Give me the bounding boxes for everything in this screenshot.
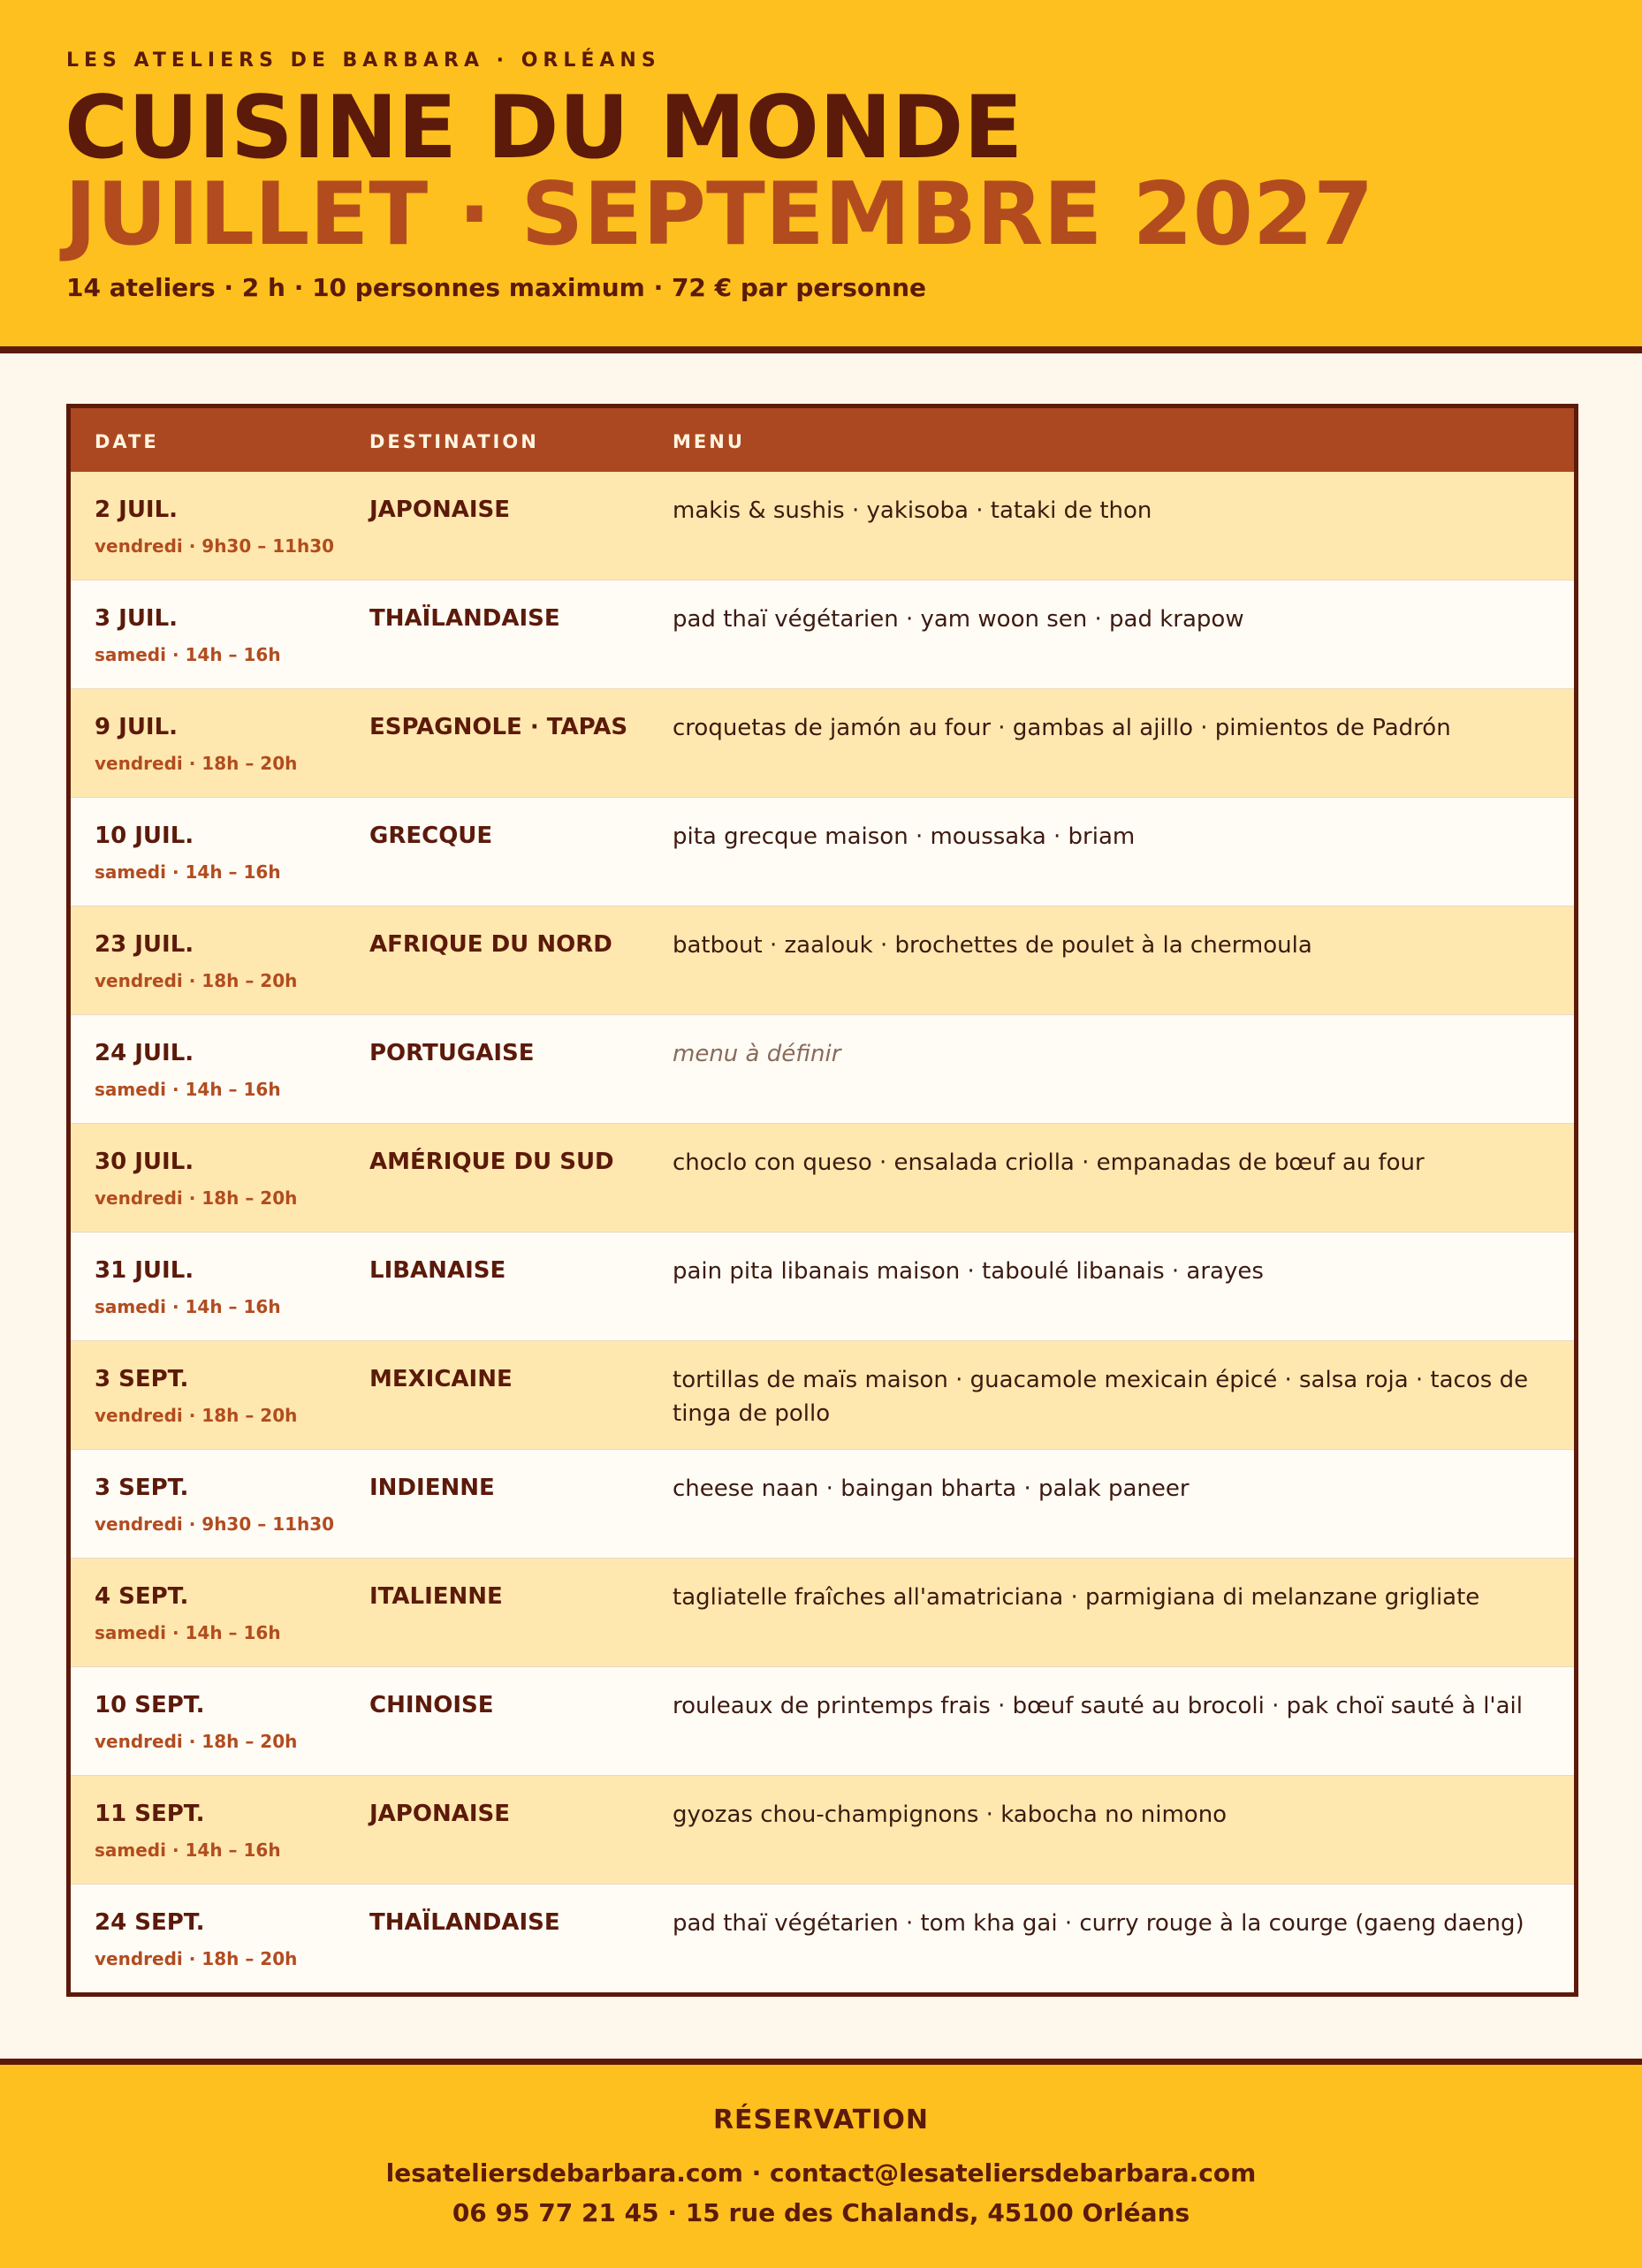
- row-day-time: vendredi · 18h – 20h: [95, 753, 298, 774]
- row-menu: rouleaux de printemps frais · bœuf sauté au brocoli · pak choï sauté à l'ail: [673, 1693, 1523, 1719]
- row-destination: JAPONAISE: [369, 1801, 510, 1827]
- row-date: 4 SEPT.: [95, 1583, 189, 1610]
- row-date: 3 SEPT.: [95, 1366, 189, 1392]
- row-menu: menu à définir: [673, 1041, 841, 1067]
- row-menu: pad thaï végétarien · yam woon sen · pad krapow: [673, 606, 1244, 633]
- table-row: [71, 1884, 1574, 1992]
- row-menu: croquetas de jamón au four · gambas al ajillo · pimientos de Padrón: [673, 715, 1451, 741]
- table-row: [71, 580, 1574, 688]
- row-menu: pad thaï végétarien · tom kha gai · curry rouge à la courge (gaeng daeng): [673, 1910, 1524, 1937]
- table-row: [71, 1558, 1574, 1666]
- row-menu: cheese naan · baingan bharta · palak paneer: [673, 1475, 1190, 1502]
- row-destination: JAPONAISE: [369, 497, 510, 523]
- row-destination: THAÏLANDAISE: [369, 605, 560, 632]
- row-day-time: samedi · 14h – 16h: [95, 1079, 281, 1100]
- row-menu: tortillas de maïs maison · guacamole mexicain épicé · salsa roja · tacos de tinga de pollo: [673, 1367, 1529, 1427]
- table-row: [71, 1666, 1574, 1775]
- table-row: [71, 1232, 1574, 1340]
- row-destination: CHINOISE: [369, 1692, 494, 1718]
- row-date: 30 JUIL.: [95, 1149, 194, 1175]
- row-day-time: samedi · 14h – 16h: [95, 1622, 281, 1643]
- row-date: 10 JUIL.: [95, 823, 194, 849]
- header-banner: [0, 0, 1642, 353]
- row-menu: pain pita libanais maison · taboulé libanais · arayes: [673, 1258, 1264, 1285]
- row-day-time: vendredi · 18h – 20h: [95, 1405, 298, 1426]
- table-header: [71, 408, 1574, 472]
- row-menu: choclo con queso · ensalada criolla · empanadas de bœuf au four: [673, 1149, 1425, 1176]
- row-date: 2 JUIL.: [95, 497, 179, 523]
- row-day-time: samedi · 14h – 16h: [95, 1296, 281, 1317]
- summary-line: 14 ateliers · 2 h · 10 personnes maximum · 72 € par personne: [66, 273, 926, 302]
- table-row: [71, 472, 1574, 580]
- row-date: 23 JUIL.: [95, 931, 194, 958]
- row-day-time: vendredi · 9h30 – 11h30: [95, 535, 335, 557]
- table-body: [71, 472, 1574, 1992]
- row-day-time: vendredi · 18h – 20h: [95, 1187, 298, 1209]
- table-row: [71, 797, 1574, 906]
- row-destination: LIBANAISE: [369, 1257, 506, 1284]
- footer-reservation: [0, 2059, 1642, 2268]
- row-date: 24 SEPT.: [95, 1909, 205, 1936]
- row-day-time: vendredi · 18h – 20h: [95, 1948, 298, 1969]
- row-menu: batbout · zaalouk · brochettes de poulet à la chermoula: [673, 932, 1312, 959]
- row-destination: ITALIENNE: [369, 1583, 503, 1610]
- table-row: [71, 1340, 1574, 1449]
- table-row: [71, 906, 1574, 1014]
- table-row: [71, 1123, 1574, 1232]
- table-row: [71, 688, 1574, 797]
- row-menu: tagliatelle fraîches all'amatriciana · parmigiana di melanzane grigliate: [673, 1584, 1480, 1611]
- column-header-menu: MENU: [673, 431, 745, 452]
- row-day-time: samedi · 14h – 16h: [95, 861, 281, 883]
- page-title: CUISINE DU MONDE: [65, 78, 1023, 178]
- row-destination: THAÏLANDAISE: [369, 1909, 560, 1936]
- column-header-date: DATE: [95, 431, 159, 452]
- row-destination: AFRIQUE DU NORD: [369, 931, 612, 958]
- row-destination: AMÉRIQUE DU SUD: [369, 1149, 614, 1175]
- table-row: [71, 1775, 1574, 1884]
- row-menu: gyozas chou-champignons · kabocha no nimono: [673, 1802, 1228, 1828]
- reservation-title: RÉSERVATION: [712, 2105, 930, 2135]
- row-destination: MEXICAINE: [369, 1366, 513, 1392]
- row-day-time: vendredi · 18h – 20h: [95, 970, 298, 991]
- row-day-time: vendredi · 9h30 – 11h30: [95, 1513, 335, 1535]
- row-destination: ESPAGNOLE · TAPAS: [369, 714, 628, 740]
- contact-phone-address: 06 95 77 21 45 · 15 rue des Chalands, 45100 Orléans: [452, 2198, 1190, 2227]
- row-date: 3 SEPT.: [95, 1475, 189, 1501]
- column-header-destination: DESTINATION: [369, 431, 539, 452]
- row-destination: INDIENNE: [369, 1475, 495, 1501]
- row-menu: pita grecque maison · moussaka · briam: [673, 823, 1136, 850]
- row-menu: makis & sushis · yakisoba · tataki de thon: [673, 497, 1152, 524]
- row-date: 3 JUIL.: [95, 605, 179, 632]
- row-destination: GRECQUE: [369, 823, 493, 849]
- page-subtitle-period: JUILLET · SEPTEMBRE 2027: [65, 164, 1374, 265]
- kicker: LES ATELIERS DE BARBARA · ORLÉANS: [66, 49, 661, 72]
- row-date: 24 JUIL.: [95, 1040, 194, 1066]
- row-date: 11 SEPT.: [95, 1801, 205, 1827]
- row-date: 10 SEPT.: [95, 1692, 205, 1718]
- row-date: 31 JUIL.: [95, 1257, 194, 1284]
- row-day-time: samedi · 14h – 16h: [95, 644, 281, 665]
- contact-web-email: lesateliersdebarbara.com · contact@lesateliersdebarbara.com: [385, 2158, 1257, 2188]
- table-row: [71, 1449, 1574, 1558]
- row-day-time: samedi · 14h – 16h: [95, 1839, 281, 1861]
- table-row: [71, 1014, 1574, 1123]
- row-date: 9 JUIL.: [95, 714, 179, 740]
- schedule-table: [66, 404, 1578, 1997]
- row-destination: PORTUGAISE: [369, 1040, 535, 1066]
- row-day-time: vendredi · 18h – 20h: [95, 1731, 298, 1752]
